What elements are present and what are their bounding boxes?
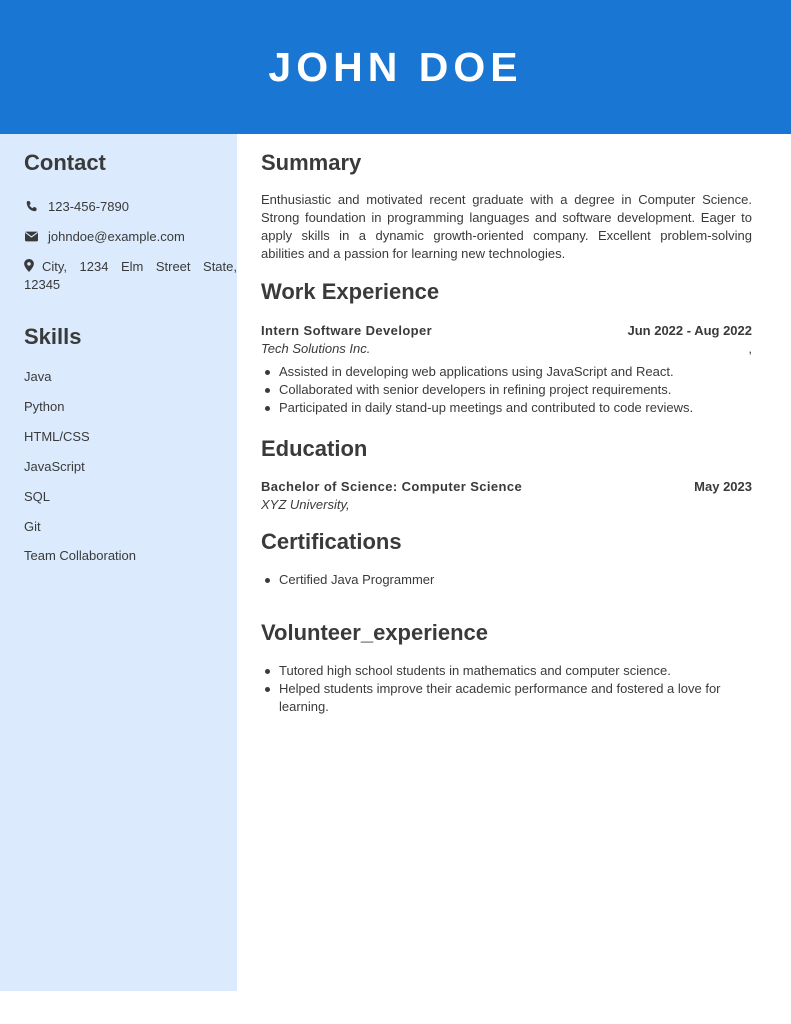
list-item: Certified Java Programmer (261, 571, 752, 589)
summary-text: Enthusiastic and motivated recent graduate with a degree in Computer Science. Strong foundation in programming languages and software development. Eager to apply skills in a dynamic growth-oriented company. Excellent problem-solving abilities and a passion for learning new technologies. (261, 192, 752, 261)
list-item: Tutored high school students in mathematics and computer science. (261, 662, 752, 680)
contact-email (24, 229, 185, 244)
list-item: Collaborated with senior developers in refining project requirements. (261, 381, 752, 399)
contact-phone (24, 199, 129, 214)
summary-heading: Summary (261, 150, 362, 175)
envelope-icon (24, 230, 38, 244)
sidebar (0, 134, 237, 991)
degree-date: May 2023 (694, 479, 752, 494)
contact-address (24, 258, 237, 294)
job-location: , (748, 341, 752, 356)
skill-item: Team Collaboration (24, 548, 137, 563)
skill-item: Java (24, 369, 52, 384)
address-text: City, 1234 Elm Street State, 12345 (24, 259, 237, 292)
job-title: Intern Software Developer (261, 323, 433, 338)
degree-title: Bachelor of Science: Computer Science (261, 479, 523, 494)
phone-icon (24, 200, 38, 214)
email-text: johndoe@example.com (48, 229, 185, 244)
job-company: Tech Solutions Inc. (261, 341, 371, 356)
job-bullets (261, 363, 752, 417)
skill-item: HTML/CSS (24, 429, 90, 444)
contact-heading: Contact (24, 150, 106, 175)
certifications-list (261, 571, 752, 589)
skill-item: SQL (24, 489, 51, 504)
school-name: XYZ University, (261, 497, 350, 512)
certifications-heading: Certifications (261, 529, 402, 554)
candidate-name: JOHN DOE (268, 43, 523, 90)
list-item: Participated in daily stand-up meetings and contributed to code reviews. (261, 399, 752, 417)
work-experience-heading: Work Experience (261, 279, 440, 304)
volunteer-list (261, 662, 752, 716)
skills-heading: Skills (24, 324, 82, 349)
education-heading: Education (261, 436, 368, 461)
skill-item: Git (24, 519, 41, 534)
phone-text: 123-456-7890 (48, 199, 129, 214)
list-item: Helped students improve their academic performance and fostered a love for learning. (261, 680, 752, 716)
skill-item: Python (24, 399, 65, 414)
skill-item: JavaScript (24, 459, 85, 474)
list-item: Assisted in developing web applications using JavaScript and React. (261, 363, 752, 381)
map-marker-icon (24, 259, 36, 272)
volunteer-heading: Volunteer_experience (261, 620, 489, 645)
header-banner (0, 0, 791, 134)
job-dates: Jun 2022 - Aug 2022 (627, 323, 752, 338)
